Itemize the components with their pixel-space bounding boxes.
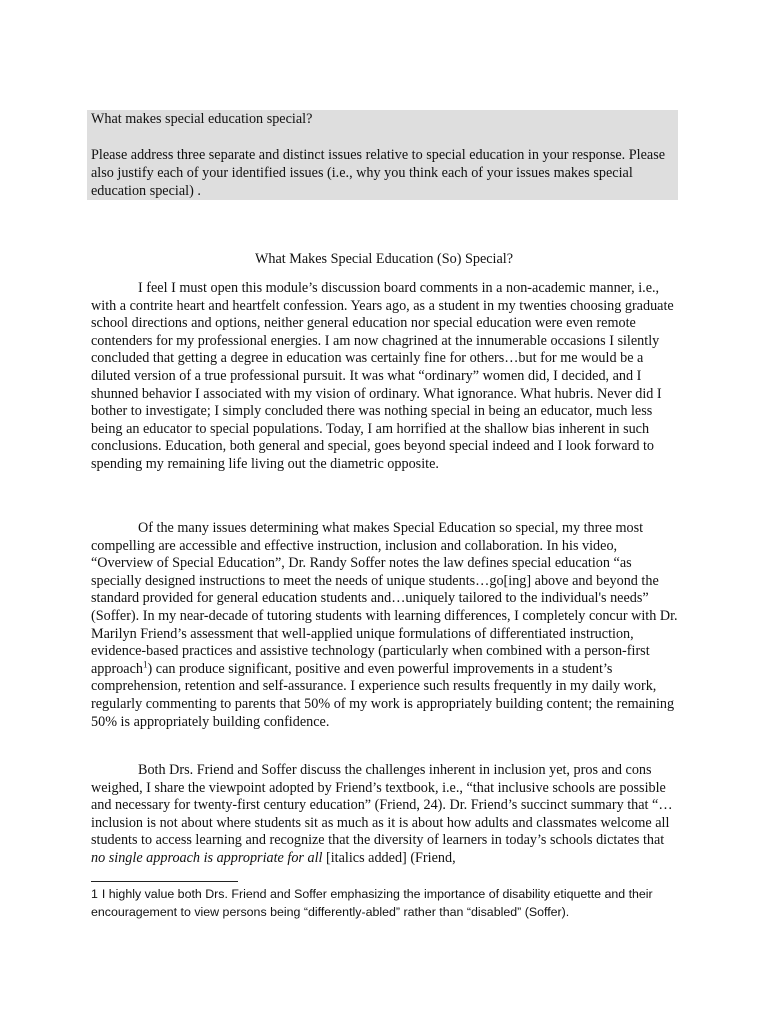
paragraph-3-italic-quote: no single approach is appropriate for all — [91, 849, 323, 866]
assignment-prompt-box — [87, 110, 678, 200]
footnote-divider — [91, 881, 238, 882]
essay-paragraph-3 — [91, 762, 681, 868]
paragraph-2-text-end: ) can produce significant, positive and even powerful improvements in a student’s comprehension, retention and self-assurance. I experience such results frequently in my daily work, regularly commenting to parents that 50% of my work is appropriately building content; the remaining 50% is appropriately building confidence. — [91, 660, 675, 730]
paragraph-3-text-start: Both Drs. Friend and Soffer discuss the challenges inherent in inclusion yet, pros and cons weighed, I share the viewpoint adopted by Friend’s textbook, i.e., “that inclusive schools are possible and necessary for twenty-first century education” (Friend, 24). Dr. Friend’s succinct summary that “…inclusion is not about where students sit as much as it is about how adults and classmates welcome all students to access learning and recognize that the diversity of learners in today’s schools dictates that — [91, 762, 673, 849]
prompt-question: What makes special education special? — [91, 111, 313, 127]
footnote-reference: 1 — [143, 659, 148, 670]
prompt-instructions: Please address three separate and distinct issues relative to special education in your response. Please also justify each of your identified issues (i.e., why you think each of your issues makes special education special) . — [91, 147, 666, 199]
paragraph-2-text-start: Of the many issues determining what makes Special Education so special, my three most compelling are accessible and effective instruction, inclusion and collaboration. In his video, “Overview of Special Education”, Dr. Randy Soffer notes the law defines special education “as specially designed instructions to meet the needs of unique students…go[ing] above and beyond the standard provided for general education students and…uniquely tailored to the individual's needs” (Soffer). In my near-decade of tutoring students with learning differences, I completely concur with Dr. Marilyn Friend’s assessment that well-applied unique formulations of differentiated instruction, evidence-based practices and assistive technology (particularly when combined with a person-first approach — [91, 520, 678, 677]
footnote-number: 1 — [91, 887, 98, 901]
footnote-text: I highly value both Drs. Friend and Soffer emphasizing the importance of disability etiquette and their encouragement to view persons being “differently-abled” rather than “disabled” (Soffer). — [91, 887, 653, 919]
footnote — [91, 885, 691, 921]
essay-paragraph-2 — [91, 520, 681, 731]
essay-paragraph-1: I feel I must open this module’s discussion board comments in a non-academic manner, i.e., with a contrite heart and heartfelt confession. Years ago, as a student in my twenties choosing graduate school directions and options, neither general education nor special education were even remote contenders for my professional energies. I am now chagrined at the innumerable occasions I silently concluded that getting a degree in education was certainly fine for others…but for me would be a diluted version of a true professional pursuit. It was what “ordinary” women did, I decided, and I shunned behavior I associated with my vision of ordinary. What ignorance. What hubris. Never did I bother to investigate; I simply concluded there was nothing special in being an educator, much less being an educator to special populations. Today, I am horrified at the shallow bias inherent in such conclusions. Education, both general and special, goes beyond special indeed and I look forward to spending my remaining life living out the diametric opposite. — [91, 280, 674, 472]
essay-title: What Makes Special Education (So) Special? — [254, 251, 514, 267]
paragraph-3-text-end: [italics added] (Friend, — [322, 849, 456, 866]
